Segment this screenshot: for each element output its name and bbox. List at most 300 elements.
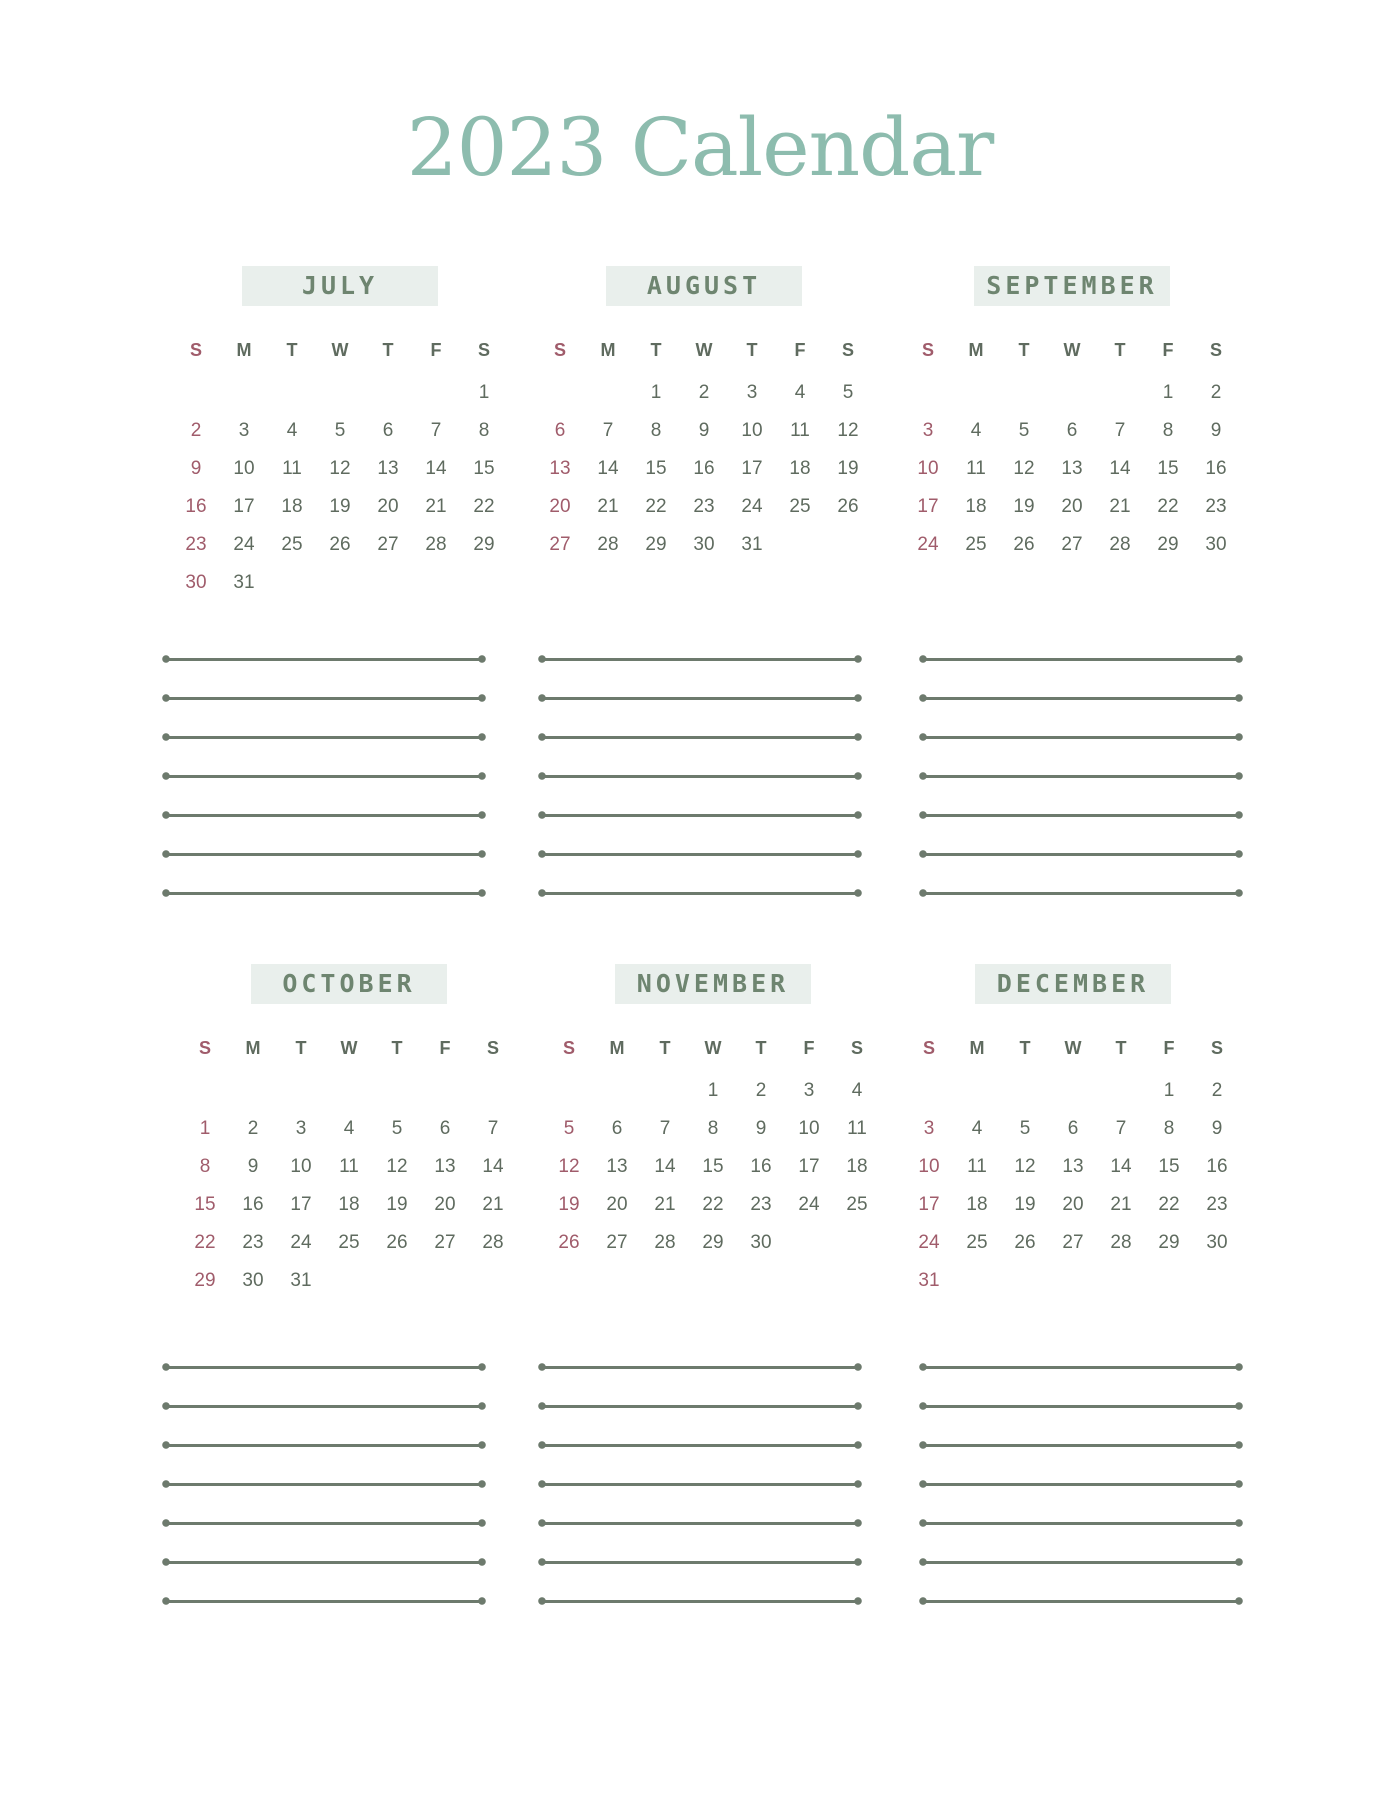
day-cell: 28 [1109,534,1131,555]
note-line [538,1426,862,1465]
note-line [919,1465,1243,1504]
day-cell [460,564,508,602]
note-line [919,718,1243,757]
month-july [172,266,508,602]
day-cell [785,1224,833,1262]
day-cell: 7 [1115,1118,1127,1139]
day-cell [536,374,584,412]
note-line [162,1465,486,1504]
day-cell [364,564,412,602]
week-row [172,450,508,488]
month-august [536,266,872,564]
day-cell: 16 [1205,458,1227,479]
day-cell: 11 [847,1118,867,1139]
weekday-label: S [841,340,854,360]
day-cell: 6 [439,1118,451,1139]
day-cell: 19 [386,1194,408,1215]
day-cell [325,1262,373,1300]
day-cell: 31 [741,534,763,555]
weekday-label: M [600,340,616,360]
day-cell: 7 [1114,420,1126,441]
weekday-label: T [1019,1038,1031,1058]
day-cell [1096,374,1144,412]
day-cell: 27 [377,534,399,555]
weekday-label: M [969,1038,985,1058]
weekday-row [181,1032,517,1064]
day-cell [1193,1262,1241,1300]
day-cell: 17 [798,1156,820,1177]
day-cell: 1 [1163,1080,1175,1101]
day-cell: 2 [698,382,710,403]
day-cell [824,526,872,564]
day-cell: 29 [1158,1232,1180,1253]
month-header: NOVEMBER [615,964,811,1004]
day-cell: 12 [837,420,859,441]
day-cell [545,1072,593,1110]
note-line [538,1543,862,1582]
day-cell: 11 [790,420,810,441]
day-cell [469,1072,517,1110]
day-cell: 23 [693,496,715,517]
day-cell: 12 [1013,458,1035,479]
note-line [162,718,486,757]
weekday-label: W [695,340,713,360]
weekday-label: F [1162,340,1174,360]
day-cell: 10 [741,420,763,441]
day-cell: 23 [185,534,207,555]
day-cell: 19 [837,458,859,479]
day-cell: 16 [185,496,207,517]
day-cell [316,374,364,412]
note-line [919,835,1243,874]
notes-lines-september [919,640,1243,913]
weekday-label: S [486,1038,499,1058]
day-cell: 5 [1019,1118,1031,1139]
day-cell: 21 [597,496,619,517]
day-cell: 18 [281,496,303,517]
day-cell: 24 [917,534,939,555]
day-cell: 5 [563,1118,575,1139]
weekday-label: F [803,1038,815,1058]
day-cell: 18 [789,458,811,479]
day-cell [373,1072,421,1110]
day-cell [373,1262,421,1300]
week-row [536,488,872,526]
note-line [919,1543,1243,1582]
note-line [538,835,862,874]
day-cell: 10 [290,1156,312,1177]
day-cell: 10 [798,1118,820,1139]
day-cell [833,1224,881,1262]
weekday-label: T [650,340,662,360]
week-row [172,374,508,412]
week-row [904,450,1240,488]
day-cell: 22 [473,496,495,517]
note-line [162,1582,486,1621]
day-cell: 17 [741,458,763,479]
day-cell: 9 [755,1118,767,1139]
day-cell [1048,374,1096,412]
week-row [545,1072,881,1110]
day-cell [1097,1072,1145,1110]
weekday-label: W [1064,1038,1082,1058]
day-cell: 14 [654,1156,676,1177]
day-cell: 3 [238,420,250,441]
day-cell: 28 [654,1232,676,1253]
week-row [545,1186,881,1224]
day-cell [325,1072,373,1110]
note-line [538,1387,862,1426]
day-cell: 2 [247,1118,259,1139]
note-line [162,1387,486,1426]
note-line [919,1504,1243,1543]
day-cell [904,374,952,412]
week-row [905,1148,1241,1186]
day-cell: 28 [425,534,447,555]
day-cell: 20 [377,496,399,517]
weekday-label: F [430,340,442,360]
day-cell [1049,1072,1097,1110]
week-row [545,1110,881,1148]
day-cell: 12 [558,1156,580,1177]
month-october [181,964,517,1300]
day-cell: 6 [1066,420,1078,441]
day-cell: 26 [1013,534,1035,555]
weekday-label: M [245,1038,261,1058]
note-line [919,679,1243,718]
day-cell: 22 [1158,1194,1180,1215]
week-row [904,526,1240,564]
page-title: 2023 Calendar [406,101,994,194]
week-row [536,374,872,412]
week-row [181,1262,517,1300]
weekday-row [905,1032,1241,1064]
weekday-label: T [1018,340,1030,360]
day-cell: 26 [837,496,859,517]
day-cell: 2 [1210,382,1222,403]
day-cell: 1 [707,1080,719,1101]
day-cell: 15 [473,458,495,479]
day-cell: 18 [965,496,987,517]
day-cell: 8 [707,1118,719,1139]
day-cell: 29 [702,1232,724,1253]
day-cell: 30 [750,1232,772,1253]
day-cell: 5 [334,420,346,441]
day-cell: 26 [329,534,351,555]
day-cell: 11 [967,1156,987,1177]
day-cell: 7 [602,420,614,441]
day-cell: 30 [185,572,207,593]
weekday-label: S [922,1038,935,1058]
weekday-label: T [659,1038,671,1058]
day-cell: 3 [923,1118,935,1139]
weekday-label: S [850,1038,863,1058]
day-cell [421,1262,469,1300]
note-line [919,1387,1243,1426]
weekday-label: T [382,340,394,360]
week-row [181,1110,517,1148]
week-row [172,564,508,602]
day-cell [172,374,220,412]
day-cell: 12 [1014,1156,1036,1177]
weekday-label: F [1163,1038,1175,1058]
week-row [181,1186,517,1224]
day-cell: 16 [750,1156,772,1177]
day-cell [268,374,316,412]
day-cell [220,374,268,412]
note-line [162,835,486,874]
day-cell [277,1072,325,1110]
day-cell: 21 [1109,496,1131,517]
day-cell: 3 [746,382,758,403]
note-line [538,874,862,913]
day-cell: 4 [343,1118,355,1139]
day-cell: 15 [1157,458,1179,479]
day-cell: 8 [1163,1118,1175,1139]
week-row [181,1072,517,1110]
day-cell: 8 [478,420,490,441]
day-cell: 6 [554,420,566,441]
weekday-label: S [198,1038,211,1058]
day-cell [584,374,632,412]
month-header: DECEMBER [975,964,1171,1004]
day-cell [181,1072,229,1110]
week-row [545,1224,881,1262]
day-cell: 19 [558,1194,580,1215]
day-cell: 3 [803,1080,815,1101]
week-row [536,412,872,450]
day-cell: 15 [1158,1156,1180,1177]
week-row [536,526,872,564]
day-cell: 11 [966,458,986,479]
day-cell: 9 [1211,1118,1223,1139]
day-cell: 22 [1157,496,1179,517]
note-line [538,1465,862,1504]
note-line [538,718,862,757]
day-cell: 23 [1206,1194,1228,1215]
day-cell: 17 [918,1194,940,1215]
weekday-row [545,1032,881,1064]
day-cell: 1 [1162,382,1174,403]
day-cell: 6 [1067,1118,1079,1139]
day-cell [905,1072,953,1110]
day-cell: 23 [242,1232,264,1253]
day-cell: 4 [286,420,298,441]
day-cell: 21 [482,1194,504,1215]
day-cell: 13 [434,1156,456,1177]
day-cell [412,564,460,602]
day-cell: 30 [693,534,715,555]
weekday-label: S [189,340,202,360]
week-row [172,412,508,450]
day-cell: 25 [789,496,811,517]
week-row [545,1148,881,1186]
note-line [538,1582,862,1621]
day-cell: 15 [645,458,667,479]
day-cell: 4 [851,1080,863,1101]
notes-lines-august [538,640,862,913]
day-cell: 24 [798,1194,820,1215]
day-cell [469,1262,517,1300]
day-cell [229,1072,277,1110]
day-cell: 29 [473,534,495,555]
week-row [905,1186,1241,1224]
day-cell: 30 [1206,1232,1228,1253]
weekday-row [536,334,872,366]
week-row [172,526,508,564]
day-cell: 19 [1014,1194,1036,1215]
day-cell: 20 [1061,496,1083,517]
weekday-label: F [794,340,806,360]
day-cell: 26 [558,1232,580,1253]
day-cell: 4 [794,382,806,403]
day-cell: 6 [611,1118,623,1139]
day-cell: 7 [659,1118,671,1139]
day-cell [593,1072,641,1110]
notes-lines-december [919,1348,1243,1621]
day-cell: 20 [606,1194,628,1215]
day-cell: 22 [194,1232,216,1253]
day-cell: 17 [917,496,939,517]
day-cell [1000,374,1048,412]
month-header: OCTOBER [251,964,447,1004]
weekday-label: W [1063,340,1081,360]
day-cell: 9 [247,1156,259,1177]
note-line [162,1543,486,1582]
day-cell: 3 [922,420,934,441]
day-cell: 4 [971,1118,983,1139]
day-cell: 27 [606,1232,628,1253]
day-cell: 10 [918,1156,940,1177]
day-cell: 19 [1013,496,1035,517]
day-cell: 24 [290,1232,312,1253]
note-line [162,1504,486,1543]
weekday-label: W [704,1038,722,1058]
day-cell: 28 [1110,1232,1132,1253]
day-cell: 8 [650,420,662,441]
day-cell: 25 [965,534,987,555]
day-cell [1145,1262,1193,1300]
day-cell: 24 [741,496,763,517]
note-line [538,1504,862,1543]
day-cell: 29 [1157,534,1179,555]
day-cell: 21 [425,496,447,517]
weekday-label: W [340,1038,358,1058]
day-cell: 1 [650,382,662,403]
day-cell: 13 [377,458,399,479]
note-line [162,1426,486,1465]
month-header: JULY [242,266,438,306]
note-line [162,874,486,913]
day-cell [953,1072,1001,1110]
day-cell: 7 [487,1118,499,1139]
day-cell: 2 [755,1080,767,1101]
month-header: AUGUST [606,266,802,306]
week-row [181,1224,517,1262]
day-cell: 27 [1062,1232,1084,1253]
weekday-label: M [609,1038,625,1058]
day-cell [776,526,824,564]
day-cell: 20 [434,1194,456,1215]
day-cell [952,374,1000,412]
weekday-label: S [1209,340,1222,360]
week-row [905,1224,1241,1262]
weekday-label: T [746,340,758,360]
day-cell: 29 [645,534,667,555]
day-cell: 28 [482,1232,504,1253]
weekday-label: S [921,340,934,360]
month-december [905,964,1241,1300]
note-line [919,640,1243,679]
day-cell: 14 [1110,1156,1132,1177]
weekday-row [172,334,508,366]
day-cell [1049,1262,1097,1300]
day-cell: 9 [1210,420,1222,441]
day-cell: 18 [338,1194,360,1215]
day-cell: 20 [549,496,571,517]
day-cell: 25 [338,1232,360,1253]
day-cell: 13 [549,458,571,479]
day-cell: 30 [1205,534,1227,555]
weekday-label: S [553,340,566,360]
day-cell: 1 [199,1118,211,1139]
note-line [162,679,486,718]
note-line [538,679,862,718]
day-cell: 23 [750,1194,772,1215]
weekday-label: T [391,1038,403,1058]
day-cell: 3 [295,1118,307,1139]
day-cell: 14 [425,458,447,479]
week-row [536,450,872,488]
day-cell [1001,1072,1049,1110]
day-cell: 24 [233,534,255,555]
day-cell: 26 [386,1232,408,1253]
day-cell [1097,1262,1145,1300]
day-cell [421,1072,469,1110]
week-row [904,412,1240,450]
day-cell: 8 [199,1156,211,1177]
day-cell: 13 [606,1156,628,1177]
day-cell [1001,1262,1049,1300]
note-line [919,1348,1243,1387]
weekday-label: T [755,1038,767,1058]
day-cell: 11 [282,458,302,479]
day-cell: 4 [970,420,982,441]
day-cell: 30 [242,1270,264,1291]
weekday-label: T [1115,1038,1127,1058]
note-line [538,1348,862,1387]
day-cell [412,374,460,412]
weekday-label: T [295,1038,307,1058]
day-cell: 20 [1062,1194,1084,1215]
day-cell [364,374,412,412]
day-cell: 27 [434,1232,456,1253]
day-cell: 17 [290,1194,312,1215]
week-row [172,488,508,526]
day-cell: 17 [233,496,255,517]
note-line [919,874,1243,913]
weekday-label: T [286,340,298,360]
notes-lines-july [162,640,486,913]
notes-lines-november [538,1348,862,1621]
day-cell: 12 [329,458,351,479]
day-cell: 5 [1018,420,1030,441]
day-cell [641,1072,689,1110]
day-cell: 1 [478,382,490,403]
day-cell: 9 [698,420,710,441]
note-line [162,796,486,835]
note-line [162,640,486,679]
